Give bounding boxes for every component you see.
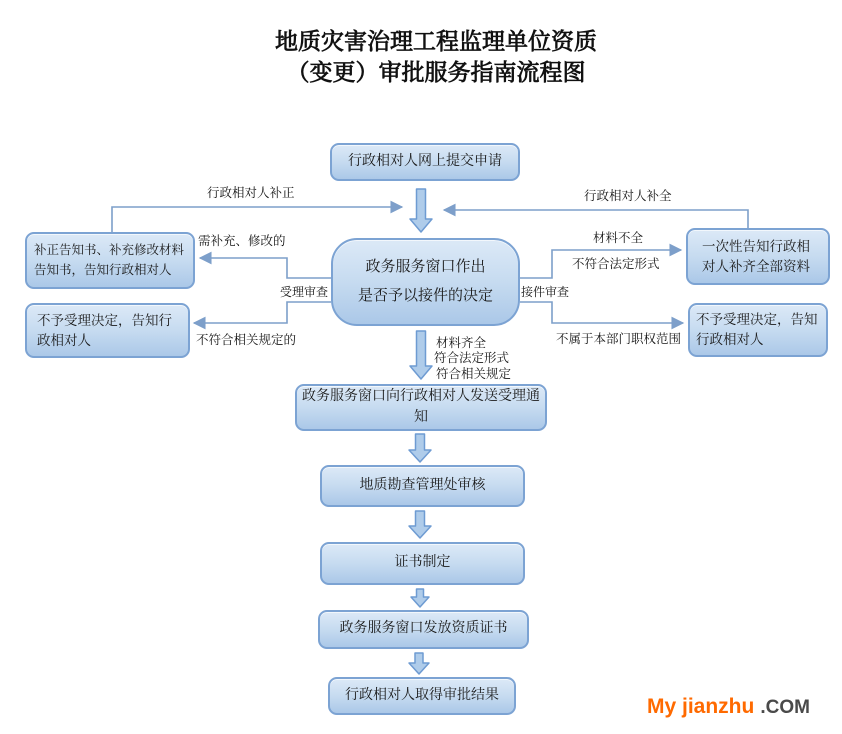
edge-correct-return (112, 207, 402, 232)
label-applicant-complete: 行政相对人补全 (584, 189, 672, 203)
node-issue-certificate: 政务服务窗口发放资质证书 (318, 610, 529, 649)
flow-arrow-review-to-cert (409, 511, 431, 538)
edge-not-conform (194, 302, 331, 323)
label-accept-review: 受理审查 (280, 285, 329, 299)
edge-complete-return (444, 210, 748, 228)
node-dept-review: 地质勘查管理处审核 (320, 465, 525, 507)
node-reject-left: 不予受理决定，告知行政相对人 (25, 303, 190, 358)
label-receive-review: 接件审查 (521, 285, 570, 299)
label-material-incomplete: 材料不全 (593, 231, 644, 245)
page-title (15, 26, 842, 88)
flow-arrow-submit-to-decision (410, 189, 432, 232)
node-window-decision-line1: 政务服务窗口作出 (365, 259, 486, 275)
page-title-line1: 地质灾害治理工程监理单位资质 (275, 28, 597, 54)
label-not-in-authority: 不属于本部门职权范围 (556, 332, 682, 346)
node-onetime-notice: 一次性告知行政相对人补齐全部资料 (686, 228, 830, 285)
node-certificate-making: 证书制定 (320, 542, 525, 585)
watermark (647, 695, 810, 719)
edge-need-supplement (200, 258, 331, 278)
flow-arrow-decision-to-notify (410, 331, 432, 379)
flow-arrow-cert-to-issue (411, 589, 429, 607)
flow-arrow-notify-to-review (409, 434, 431, 462)
label-conform-rules: 符合相关规定 (436, 367, 512, 381)
label-not-legal-form: 不符合法定形式 (572, 257, 660, 271)
node-supplement-notice: 补正告知书、补充修改材料告知书，告知行政相对人 (25, 232, 195, 289)
flow-arrow-issue-to-result (409, 653, 429, 674)
page-title-line2: （变更）审批服务指南流程图 (286, 59, 586, 85)
node-submit-application: 行政相对人网上提交申请 (330, 143, 520, 181)
node-reject-right: 不予受理决定，告知行政相对人 (688, 303, 828, 357)
node-get-result: 行政相对人取得审批结果 (328, 677, 516, 715)
label-material-complete: 材料齐全 (436, 336, 487, 350)
label-applicant-correct: 行政相对人补正 (207, 186, 295, 200)
label-not-conform-rules: 不符合相关规定的 (196, 333, 297, 347)
watermark-suffix: .COM (760, 697, 810, 718)
label-legal-form: 符合法定形式 (434, 351, 510, 365)
node-window-decision (331, 238, 520, 326)
label-need-supplement: 需补充、修改的 (198, 234, 286, 248)
watermark-brand: My jianzhu (647, 695, 755, 718)
node-send-accept-notice: 政务服务窗口向行政相对人发送受理通知 (295, 384, 547, 431)
edge-not-in-authority (520, 302, 683, 323)
node-window-decision-line2: 是否予以接件的决定 (357, 288, 493, 304)
